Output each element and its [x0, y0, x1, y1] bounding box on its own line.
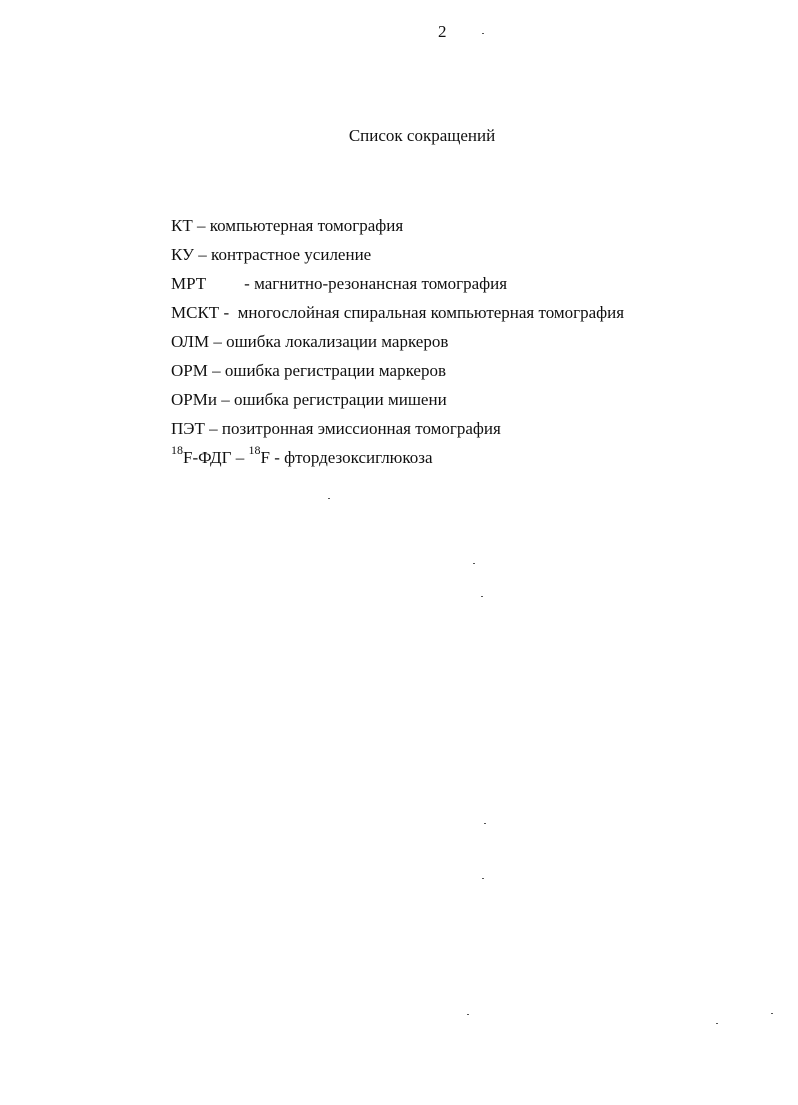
abbreviation-definition: ошибка регистрации маркеров	[224, 361, 446, 380]
abbreviation-list	[171, 215, 771, 476]
abbreviation-separator: –	[209, 419, 218, 438]
abbreviation-separator: –	[221, 390, 230, 409]
page-title: Список сокращений	[348, 126, 496, 145]
isotope-superscript: 18	[171, 443, 183, 458]
abbreviation-term: F-ФДГ	[183, 448, 232, 467]
abbreviation-item	[171, 331, 771, 360]
abbreviation-term: МРТ	[171, 274, 207, 293]
abbreviation-definition: F - фтордезоксиглюкоза	[260, 448, 433, 467]
page-number: 2	[438, 22, 447, 41]
abbreviation-item	[171, 244, 771, 273]
scan-speck	[328, 498, 330, 499]
abbreviation-separator: -	[244, 274, 250, 293]
scan-speck	[467, 1014, 469, 1015]
abbreviation-definition: ошибка локализации маркеров	[226, 332, 449, 351]
abbreviation-item	[171, 389, 771, 418]
abbreviation-item	[171, 418, 771, 447]
abbreviation-definition: ошибка регистрации мишени	[233, 390, 447, 409]
abbreviation-definition: магнитно-резонансная томография	[254, 274, 508, 293]
abbreviation-separator: –	[213, 332, 222, 351]
abbreviation-definition: компьютерная томография	[209, 216, 404, 235]
abbreviation-separator: -	[223, 303, 230, 322]
abbreviation-term: ПЭТ	[171, 419, 205, 438]
abbreviation-separator: –	[198, 245, 207, 264]
scan-speck	[481, 596, 483, 597]
abbreviation-item	[171, 360, 771, 389]
abbreviation-definition: многослойная спиральная компьютерная томография	[237, 303, 625, 322]
scan-speck	[473, 563, 475, 564]
scan-speck	[771, 1013, 773, 1014]
abbreviation-definition: контрастное усиление	[211, 245, 372, 264]
abbreviation-item	[171, 302, 771, 331]
isotope-superscript: 18	[248, 443, 261, 458]
abbreviation-term: КУ	[171, 245, 195, 264]
abbreviation-item	[171, 443, 771, 476]
abbreviation-term: ОРМ	[171, 361, 208, 380]
abbreviation-item	[171, 215, 771, 244]
abbreviation-separator: –	[196, 216, 206, 235]
abbreviation-term: КТ	[171, 216, 193, 235]
abbreviation-term: МСКТ	[171, 303, 220, 322]
abbreviation-term: ОРМи	[171, 390, 217, 409]
scan-speck	[716, 1023, 718, 1024]
abbreviation-item	[171, 273, 771, 302]
scan-speck	[482, 878, 484, 879]
scan-speck	[482, 33, 484, 34]
scan-speck	[484, 823, 486, 824]
abbreviation-separator: –	[235, 448, 245, 467]
abbreviation-definition: позитронная эмиссионная томография	[221, 419, 501, 438]
abbreviation-term: ОЛМ	[171, 332, 210, 351]
abbreviation-separator: –	[212, 361, 221, 380]
